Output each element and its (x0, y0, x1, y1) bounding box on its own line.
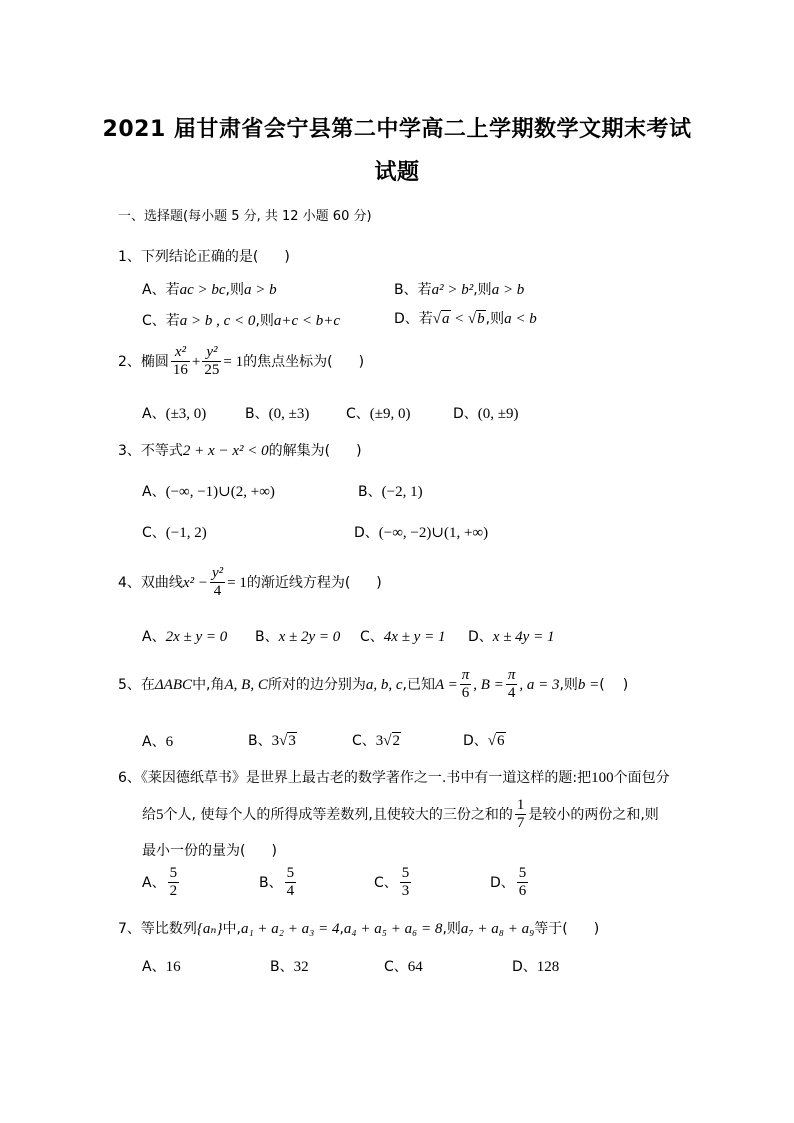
question-6-line1 (118, 767, 670, 787)
sequence-name: {aₙ} (196, 921, 223, 937)
question-stem: ,已知 (402, 676, 435, 693)
inequality: 2 + x − x² < 0 (182, 443, 269, 459)
question-stem: 不等式 (140, 443, 183, 459)
option-label: B、 (358, 484, 382, 500)
option-label: D、 (468, 629, 493, 645)
option-label: A、 (142, 874, 166, 891)
question-number: 3、 (118, 443, 141, 459)
question-1 (118, 246, 290, 266)
numerator: π (506, 667, 518, 685)
coefficient: 3 (375, 733, 384, 749)
answer-blank-close: ) (376, 574, 382, 591)
sqrt: √2 (383, 733, 401, 749)
q2-option-a (142, 403, 206, 423)
equation: a₄ + a₅ + a₆ = 8 (343, 921, 443, 937)
option-math: x ± 2y = 0 (278, 629, 341, 645)
q7-option-d (512, 956, 559, 976)
radicand: 3 (288, 733, 296, 749)
numerator: 5 (168, 865, 180, 883)
option-math: 16 (165, 959, 181, 975)
sqrt-a: √a (432, 311, 450, 327)
question-stem: 在 (140, 676, 155, 693)
option-label: D、 (354, 525, 379, 541)
question-3 (118, 440, 362, 460)
option-text: ,则 (255, 313, 274, 329)
q5-option-d (463, 730, 506, 750)
denominator: 6 (518, 883, 527, 900)
question-stem: 给 (142, 806, 156, 823)
option-label: B、 (255, 629, 279, 645)
question-number: 6、 (118, 770, 141, 786)
answer-blank-close: ) (593, 921, 600, 937)
option-math: (−∞, −1)∪(2, +∞) (165, 484, 275, 500)
plus-sign: + (191, 353, 201, 370)
option-text: ,则 (485, 311, 505, 327)
fraction-x2-16 (171, 344, 190, 380)
q2-option-d (453, 403, 519, 423)
q2-option-b (245, 403, 309, 423)
q3-option-a (142, 481, 275, 501)
option-math: ac > bc (179, 282, 226, 298)
option-math: 4x ± y = 1 (383, 629, 446, 645)
q3-option-b (358, 481, 423, 501)
option-math: 128 (536, 959, 560, 975)
expression: a₇ + a₈ + a₉ (460, 921, 535, 937)
fraction-pi-4 (506, 667, 518, 703)
denominator: 25 (204, 362, 220, 379)
question-4 (118, 565, 382, 601)
option-math: 2x ± y = 0 (165, 629, 228, 645)
option-label: D、若 (394, 311, 433, 327)
option-label: C、 (374, 874, 398, 891)
fraction-y2-25 (202, 344, 221, 380)
option-label: A、 (142, 734, 166, 750)
option-label: C、 (360, 629, 384, 645)
q6-option-b (259, 865, 298, 901)
question-stem: 椭圆 (140, 353, 169, 370)
question-stem: 《莱因德纸草书》是世界上最古老的数学著作之一.书中有一道这样的题:把 (140, 770, 592, 786)
q6-option-d (490, 865, 530, 901)
answer-blank-close: ) (356, 443, 362, 459)
denominator: 4 (507, 685, 516, 702)
option-label: C、 (346, 406, 370, 422)
option-math: (0, ±9) (477, 406, 519, 422)
question-stem: 的解集为( (268, 443, 331, 459)
option-label: B、若 (394, 282, 432, 298)
exam-title-line1: 2021 届甘肃省会宁县第二中学高二上学期数学文期末考试 (102, 117, 692, 142)
sqrt-b: √b (467, 311, 485, 327)
separator: , (339, 921, 344, 937)
question-5 (118, 667, 628, 703)
equation: a₁ + a₂ + a₃ = 4 (240, 921, 340, 937)
question-stem: 最小一份的量为( (142, 843, 246, 859)
side-a-eq: , a = 3 (519, 676, 560, 693)
radicand: a (442, 311, 450, 327)
question-stem: 等于( (534, 921, 568, 937)
option-label: A、 (142, 484, 166, 500)
fraction-pi-6 (460, 667, 472, 703)
question-stem: 是较小的两份之和,则 (528, 806, 659, 823)
numerator: x² (171, 344, 190, 362)
answer-blank-close: ) (622, 676, 629, 693)
numerator: y² (210, 565, 225, 583)
option-label: A、 (142, 406, 166, 422)
number: 5 (156, 806, 164, 823)
q4-option-b (255, 626, 340, 646)
option-math: (±9, 0) (369, 406, 411, 422)
denominator: 4 (286, 883, 295, 900)
denominator: 4 (213, 583, 222, 600)
option-label: D、 (453, 406, 478, 422)
numerator: 5 (285, 865, 297, 883)
option-label: C、 (352, 733, 376, 749)
option-math: < (454, 311, 464, 327)
denominator: 6 (461, 685, 470, 702)
q3-option-c (142, 522, 207, 542)
denominator: 3 (401, 883, 410, 900)
option-label: A、 (142, 959, 166, 975)
option-math: x ± 4y = 1 (492, 629, 555, 645)
triangle-name: ΔABC (154, 676, 193, 693)
question-stem: 个面包分 (613, 770, 670, 786)
q1-option-b (394, 279, 524, 299)
question-number: 4、 (118, 574, 141, 591)
option-math: (−2, 1) (381, 484, 423, 500)
coefficient: 3 (271, 733, 280, 749)
option-label: D、 (512, 959, 537, 975)
equation-rhs: = 1 (223, 353, 244, 370)
angle-a-eq: A = (434, 676, 458, 693)
radicand: b (477, 311, 485, 327)
question-number: 5、 (118, 676, 141, 693)
fraction-y2-4 (210, 565, 225, 601)
option-label: D、 (490, 874, 515, 891)
option-label: B、 (270, 959, 294, 975)
question-number: 7、 (118, 921, 141, 937)
equation-lead: x² − (182, 574, 208, 591)
side-b-eq: b = (577, 676, 600, 693)
option-math: (±3, 0) (165, 406, 207, 422)
q4-option-d (468, 626, 554, 646)
option-math: 6 (165, 734, 174, 750)
question-stem: 下列结论正确的是( (140, 249, 259, 265)
answer-blank-close: ) (271, 843, 277, 859)
option-label: C、 (142, 525, 166, 541)
question-stem: 的渐近线方程为( (246, 574, 351, 591)
option-math: a+c < b+c (273, 313, 341, 329)
numerator: π (460, 667, 472, 685)
q1-option-c (142, 310, 340, 330)
q6-option-a (142, 865, 181, 901)
option-math: a > b (243, 282, 277, 298)
option-math: (−∞, −2)∪(1, +∞) (378, 525, 489, 541)
q7-option-c (384, 956, 423, 976)
question-number: 1、 (118, 249, 141, 265)
numerator: 5 (517, 865, 529, 883)
q7-option-a (142, 956, 181, 976)
numerator: 5 (400, 865, 412, 883)
radicand: 2 (392, 733, 401, 749)
denominator: 2 (169, 883, 178, 900)
option-label: B、 (248, 733, 272, 749)
fraction-1-7 (515, 797, 527, 833)
fraction (168, 865, 180, 901)
question-6-line3 (142, 840, 277, 860)
option-math: a > b , c < 0 (179, 313, 256, 329)
q1-option-d (394, 308, 537, 328)
denominator: 7 (516, 815, 525, 832)
option-text: ,则 (225, 282, 244, 298)
option-math: a² > b² (431, 282, 474, 298)
question-6-line2 (142, 797, 659, 833)
q7-option-b (270, 956, 309, 976)
answer-blank-close: ) (358, 353, 365, 370)
question-stem: ( (599, 676, 605, 693)
fraction (517, 865, 529, 901)
denominator: 16 (172, 362, 188, 379)
angle-b-eq: , B = (473, 676, 504, 693)
q5-option-c (352, 730, 401, 750)
radicand: 6 (497, 733, 505, 749)
question-number: 2、 (118, 353, 141, 370)
q5-option-a (142, 731, 173, 751)
numerator: 1 (515, 797, 527, 815)
question-2 (118, 344, 364, 380)
question-stem: 的焦点坐标为( (243, 353, 333, 370)
option-label: A、 (142, 629, 166, 645)
question-stem: 双曲线 (140, 574, 183, 591)
option-math: (−1, 2) (165, 525, 207, 541)
question-stem: 等比数列 (140, 921, 197, 937)
option-math: a < b (504, 311, 537, 327)
question-stem: ,则 (442, 921, 461, 937)
q3-option-d (354, 522, 488, 542)
option-label: C、 (384, 959, 408, 975)
option-math: 32 (293, 959, 309, 975)
question-stem: 中,角 (192, 676, 225, 693)
answer-blank-close: ) (284, 249, 290, 265)
equation-rhs: = 1 (227, 574, 247, 591)
option-math: (0, ±3) (268, 406, 310, 422)
question-stem: 个人, 使每个人的所得成等差数列,且使较大的三份之和的 (163, 806, 513, 823)
numerator: y² (202, 344, 221, 362)
question-stem: 所对的边分别为 (267, 676, 366, 693)
option-label: D、 (463, 733, 488, 749)
question-stem: 中, (222, 921, 241, 937)
q4-option-a (142, 626, 227, 646)
option-label: B、 (259, 874, 283, 891)
side-names: a, b, c (365, 676, 403, 693)
option-label: A、若 (142, 282, 180, 298)
question-stem: ,则 (559, 676, 578, 693)
option-math: a > b (491, 282, 525, 298)
exam-title-line2: 试题 (374, 160, 420, 185)
sqrt: √3 (279, 733, 296, 749)
option-label: B、 (245, 406, 269, 422)
angle-names: A, B, C (224, 676, 268, 693)
q6-option-c (374, 865, 413, 901)
question-7 (118, 918, 599, 938)
q5-option-b (248, 730, 297, 750)
q1-option-a (142, 279, 277, 299)
option-text: ,则 (473, 282, 492, 298)
option-math: 64 (407, 959, 423, 975)
q2-option-c (346, 403, 411, 423)
number: 100 (591, 770, 614, 786)
fraction (285, 865, 297, 901)
fraction (400, 865, 412, 901)
section-heading: 一、选择题(每小题 5 分, 共 12 小题 60 分) (118, 209, 372, 224)
sqrt: √6 (487, 733, 505, 749)
q4-option-c (360, 626, 445, 646)
option-label: C、若 (142, 313, 180, 329)
